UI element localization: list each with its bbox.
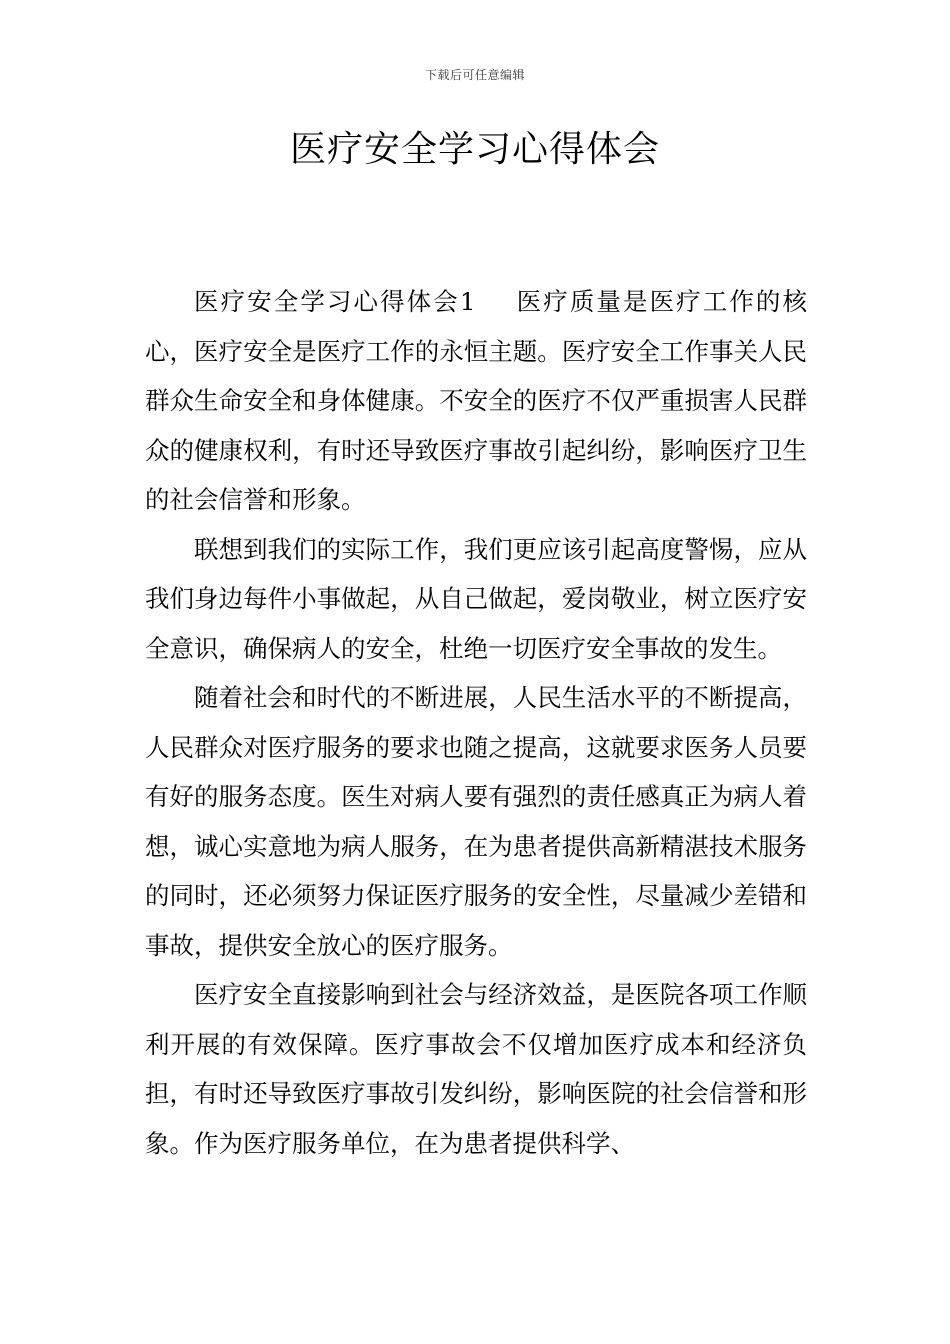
paragraph-4: 医疗安全直接影响到社会与经济效益，是医院各项工作顺利开展的有效保障。医疗事故会不仅增加医疗成本和经济负担，有时还导致医疗事故引发纠纷，影响医院的社会信誉和形象。作为医疗服务单位，在为患者提供科学、	[145, 980, 807, 1158]
page-title: 医疗安全学习心得体会	[289, 129, 660, 170]
document-body	[145, 277, 807, 1168]
paragraph-1	[145, 277, 807, 525]
paragraph-3: 随着社会和时代的不断进展，人民生活水平的不断提高，人民群众对医疗服务的要求也随之提高，这就要求医务人员要有好的服务态度。医生对病人要有强烈的责任感真正为病人着想，诚心实意地为病人服务，在为患者提供高新精湛技术服务的同时，还必须努力保证医疗服务的安全性，尽量减少差错和事故，提供安全放心的医疗服务。	[145, 683, 807, 960]
section-heading: 医疗安全学习心得体会1	[194, 287, 476, 316]
paragraph-2: 联想到我们的实际工作，我们更应该引起高度警惕，应从我们身边每件小事做起，从自己做起，爱岗敬业，树立医疗安全意识，确保病人的安全，杜绝一切医疗安全事故的发生。	[145, 534, 807, 663]
paragraph-1-text: 医疗质量是医疗工作的核心，医疗安全是医疗工作的永恒主题。医疗安全工作事关人民群众生命安全和身体健康。不安全的医疗不仅严重损害人民群众的健康权利，有时还导致医疗事故引起纠纷，影响医疗卫生的社会信誉和形象。	[145, 287, 807, 514]
header-note: 下载后可任意编辑	[424, 68, 525, 82]
